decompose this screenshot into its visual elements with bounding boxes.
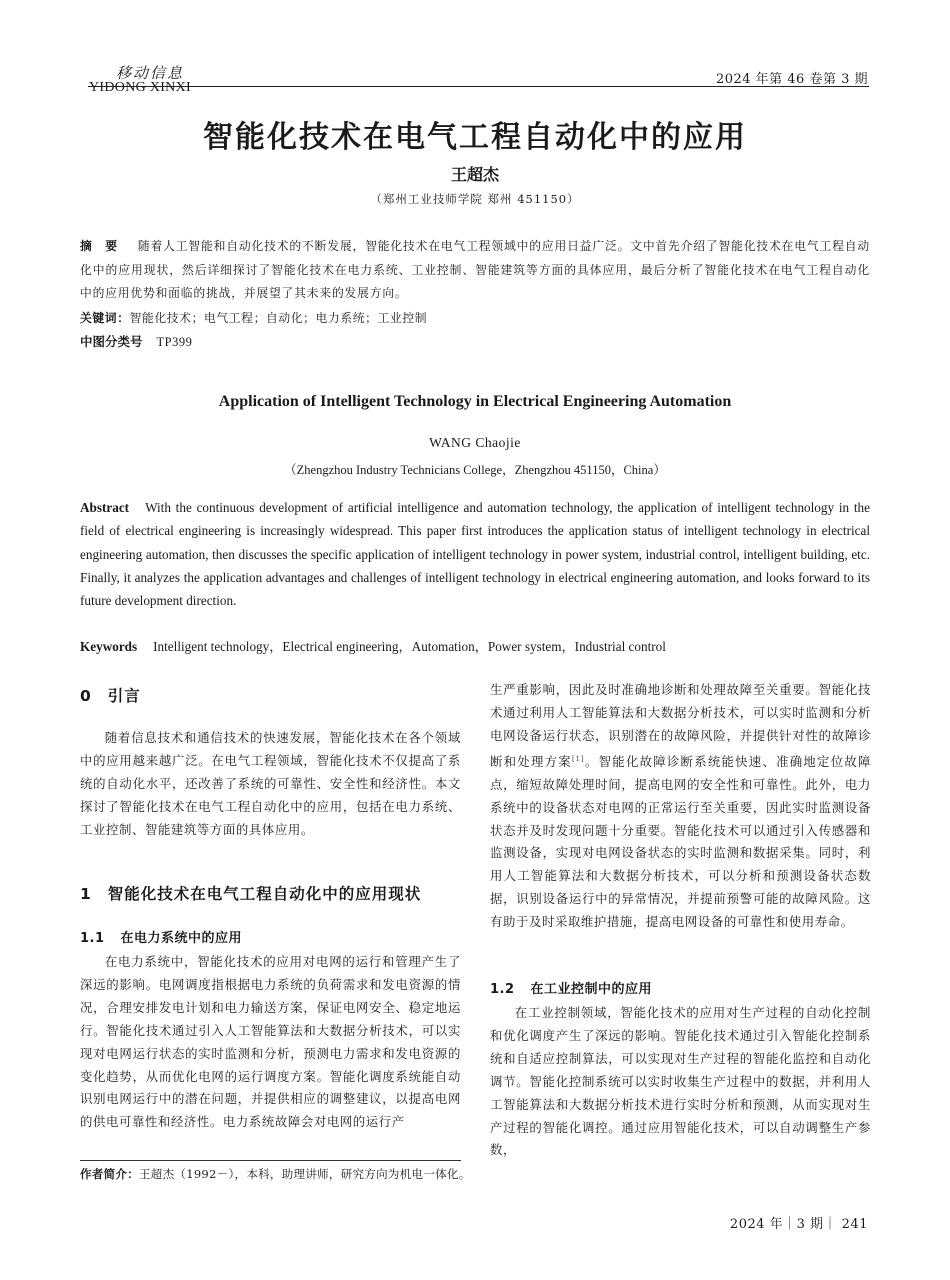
- section-1-2-number: 1.2: [490, 982, 515, 997]
- citation-1[interactable]: [1]: [571, 753, 585, 763]
- affiliation-en: （Zhengzhou Industry Technicians College，Zhengzhou 451150，China）: [284, 463, 666, 477]
- section-1-1-body: [80, 951, 461, 1134]
- author-en: WANG Chaojie: [429, 435, 521, 450]
- continued-text-a: 生严重影响，因此及时准确地诊断和处理故障至关重要。智能化技术通过利用人工智能算法和大数据分析技术，可以实时监测和分析电网设备运行状态，识别潜在的故障风险，并提供针对性的故障诊断和处理方案: [490, 682, 871, 769]
- keywords-cn-label: 关键词：: [80, 311, 130, 325]
- paper-title-en: Application of Intelligent Technology in Electrical Engineering Automation: [218, 393, 732, 410]
- abstract-cn-text: 随着人工智能和自动化技术的不断发展，智能化技术在电气工程领域中的应用日益广泛。文中首先介绍了智能化技术在电气工程自动化中的应用现状，然后详细探讨了智能化技术在电力系统、工业控制、智能建筑等方面的具体应用，最后分析了智能化技术在电气工程自动化中的应用优势和面临的挑战，并展望了其未来的发展方向。: [80, 239, 870, 301]
- author-footnote: [80, 1165, 680, 1183]
- journal-name-en: YIDONG XINXI: [89, 80, 191, 95]
- section-1-1-continued: [490, 679, 871, 934]
- journal-name-cn: 移动信息: [116, 64, 185, 82]
- keywords-cn-text: 智能化技术；电气工程；自动化；电力系统；工业控制: [129, 311, 428, 325]
- section-1-1-number: 1.1: [80, 931, 105, 946]
- keywords-en-label: Keywords: [80, 639, 138, 654]
- section-1-2-body: [490, 1002, 871, 1162]
- author-cn: 王超杰: [450, 165, 499, 184]
- clc-number: [80, 331, 192, 353]
- clc-label: 中图分类号: [80, 334, 143, 349]
- section-1-1-heading: [80, 927, 242, 946]
- issue-info: 2024 年第 46 卷第 3 期: [715, 72, 868, 87]
- section-1-1-paragraph-continued: [490, 679, 871, 934]
- footnote-rule: [80, 1160, 461, 1161]
- footnote-text: 王超杰（1992－），本科，助理讲师，研究方向为机电一体化。: [139, 1167, 471, 1181]
- section-1-title: 智能化技术在电气工程自动化中的应用现状: [107, 885, 422, 903]
- abstract-cn-label: 摘 要: [80, 239, 118, 253]
- section-0-number: 0: [80, 687, 92, 705]
- section-0-title: 引言: [107, 687, 141, 705]
- section-1-2-title: 在工业控制中的应用: [530, 982, 653, 997]
- abstract-en-text: With the continuous development of artificial intelligence and automation technology, the application of intelligent technology in the field of electrical engineering is increasingly widespread. This paper first introduces the application status of intelligent technology in electrical engineering automation, then discusses the specific application of intelligent technology in power system, industrial control, intelligent building, etc. Finally, it analyzes the application advantages and challenges of intelligent technology in electrical engineering automation, and looks forward to its future development direction.: [80, 500, 870, 609]
- header-rule: [88, 86, 869, 87]
- section-1-number: 1: [80, 885, 92, 903]
- abstract-en-label: Abstract: [80, 500, 130, 515]
- section-1-heading: [80, 882, 421, 904]
- section-0-body: [80, 727, 461, 842]
- section-1-2-heading: [490, 978, 652, 997]
- keywords-cn: [80, 307, 870, 329]
- keywords-en-text: Intelligent technology，Electrical engineering，Automation，Power system，Industrial control: [153, 639, 666, 654]
- section-0-paragraph: 随着信息技术和通信技术的快速发展，智能化技术在各个领域中的应用越来越广泛。在电气工程领域，智能化技术不仅提高了系统的自动化水平，还改善了系统的可靠性、安全性和经济性。本文探讨了智能化技术在电气工程自动化中的应用，包括在电力系统、工业控制、智能建筑等方面的具体应用。: [80, 730, 461, 837]
- section-0-heading: [80, 684, 141, 706]
- abstract-cn: [80, 235, 870, 306]
- affiliation-cn: （郑州工业技师学院 郑州 451150）: [370, 192, 580, 206]
- keywords-en: [80, 636, 870, 658]
- footnote-label: 作者简介：: [80, 1167, 139, 1181]
- section-1-1-paragraph: 在电力系统中，智能化技术的应用对电网的运行和管理产生了深远的影响。电网调度指根据电力系统的负荷需求和发电资源的情况，合理安排发电计划和电力输送方案，保证电网安全、稳定地运行。智能化技术通过引入人工智能算法和大数据分析技术，可以实现对电网运行状态的实时监测和分析，预测电力需求和发电资源的变化趋势，从而优化电网的运行调度方案。智能化调度系统能自动识别电网运行中的潜在问题，并提供相应的调整建议，以提高电网的供电可靠性和经济性。电力系统故障会对电网的运行产: [80, 954, 461, 1130]
- section-1-1-title: 在电力系统中的应用: [120, 931, 243, 946]
- abstract-en: [80, 496, 870, 612]
- paper-title-cn: 智能化技术在电气工程自动化中的应用: [203, 120, 747, 155]
- section-1-2-paragraph: 在工业控制领域，智能化技术的应用对生产过程的自动化控制和优化调度产生了深远的影响。智能化技术通过引入智能化控制系统和自适应控制算法，可以实现对生产过程的智能化监控和自动化调节。智能化控制系统可以实时收集生产过程中的数据，并利用人工智能算法和大数据分析技术进行实时分析和预测，从而实现对生产过程的智能化调控。通过应用智能化技术，可以自动调整生产参数，: [490, 1005, 871, 1158]
- clc-value: TP399: [156, 335, 193, 349]
- page-footer: 2024 年｜3 期｜ 241: [729, 1217, 868, 1232]
- continued-text-b: 。智能化故障诊断系统能快速、准确地定位故障点，缩短故障处理时间，提高电网的安全性和可靠性。此外，电力系统中的设备状态对电网的正常运行至关重要，因此实时监测设备状态并及时发现问题十分重要。智能化技术可以通过引入传感器和监测设备，实现对电网设备状态的实时监测和数据采集。同时，利用人工智能算法和大数据分析技术，可以分析和预测设备状态数据，识别设备运行中的异常情况，并提前预警可能的故障风险。这有助于及时采取维护措施，提高电网设备的可靠性和使用寿命。: [490, 753, 871, 930]
